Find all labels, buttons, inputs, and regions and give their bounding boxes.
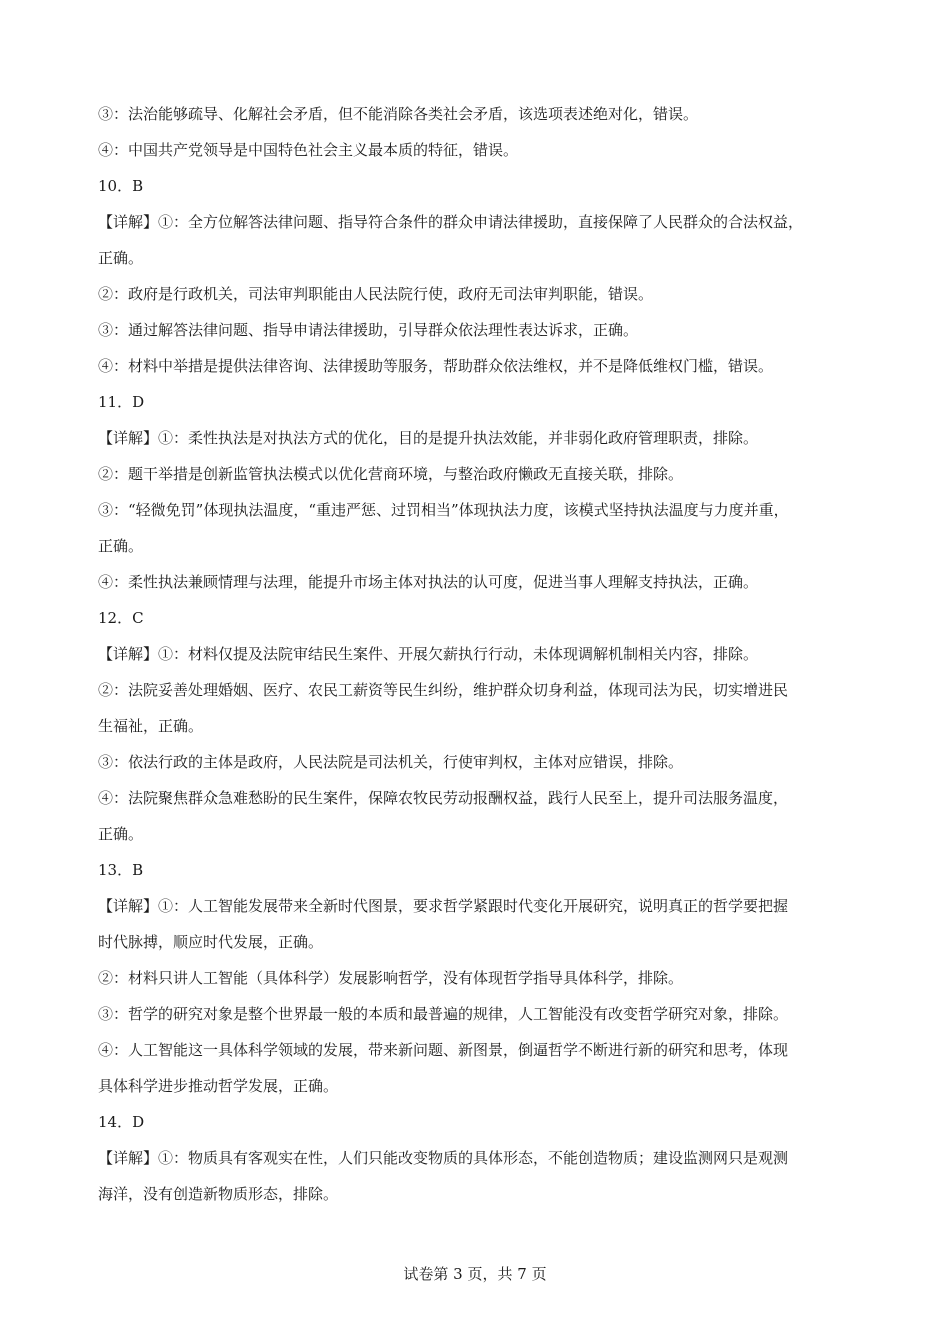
text-line: ④：柔性执法兼顾情理与法理，能提升市场主体对执法的认可度，促进当事人理解支持执法，正确。 xyxy=(98,573,759,591)
text-line: 海洋，没有创造新物质形态，排除。 xyxy=(98,1185,339,1203)
text-line: ③：通过解答法律问题、指导申请法律援助，引导群众依法理性表达诉求，正确。 xyxy=(98,321,639,339)
text-line: ②：题干举措是创新监管执法模式以优化营商环境，与整治政府懒政无直接关联，排除。 xyxy=(98,465,684,483)
text-line: ③：依法行政的主体是政府，人民法院是司法机关，行使审判权，主体对应错误，排除。 xyxy=(98,753,684,771)
text-line: 【详解】①：柔性执法是对执法方式的优化，目的是提升执法效能，并非弱化政府管理职责，排除。 xyxy=(98,429,759,447)
text-line: 13．B xyxy=(98,861,144,879)
text-line: ④：中国共产党领导是中国特色社会主义最本质的特征，错误。 xyxy=(98,141,519,159)
text-line: ④：材料中举措是提供法律咨询、法律援助等服务，帮助群众依法维权，并不是降低维权门槛，错误。 xyxy=(98,357,774,375)
text-line: ②：材料只讲人工智能（具体科学）发展影响哲学，没有体现哲学指导具体科学，排除。 xyxy=(98,969,684,987)
text-line: 【详解】①：物质具有客观实在性，人们只能改变物质的具体形态，不能创造物质；建设监测网只是观测 xyxy=(98,1149,789,1167)
answer-explanations xyxy=(98,96,868,1212)
text-line: 生福祉，正确。 xyxy=(98,717,204,735)
text-line: 10．B xyxy=(98,177,144,195)
text-line: 【详解】①：全方位解答法律问题、指导符合条件的群众申请法律援助，直接保障了人民群众的合法权益， xyxy=(98,213,804,231)
text-line: ③：哲学的研究对象是整个世界最一般的本质和最普遍的规律，人工智能没有改变哲学研究对象，排除。 xyxy=(98,1005,789,1023)
text-line: ③：法治能够疏导、化解社会矛盾，但不能消除各类社会矛盾，该选项表述绝对化，错误。 xyxy=(98,105,699,123)
page-footer: 试卷第 3 页，共 7 页 xyxy=(403,1265,547,1283)
text-line: ④：法院聚焦群众急难愁盼的民生案件，保障农牧民劳动报酬权益，践行人民至上，提升司法服务温度， xyxy=(98,789,789,807)
text-line: ②：法院妥善处理婚姻、医疗、农民工薪资等民生纠纷，维护群众切身利益，体现司法为民，切实增进民 xyxy=(98,681,789,699)
text-line: 【详解】①：材料仅提及法院审结民生案件、开展欠薪执行行动，未体现调解机制相关内容，排除。 xyxy=(98,645,759,663)
text-line: 14．D xyxy=(98,1113,145,1131)
text-line: 正确。 xyxy=(98,249,144,267)
text-line: ③：“轻微免罚”体现执法温度，“重违严惩、过罚相当”体现执法力度，该模式坚持执法温度与力度并重， xyxy=(98,501,789,519)
text-line: 时代脉搏，顺应时代发展，正确。 xyxy=(98,933,324,951)
text-line: 正确。 xyxy=(98,537,144,555)
text-line: 具体科学进步推动哲学发展，正确。 xyxy=(98,1077,339,1095)
text-line: 11．D xyxy=(98,393,145,411)
text-line: 正确。 xyxy=(98,825,144,843)
text-line: 12．C xyxy=(98,609,144,627)
text-line: 【详解】①：人工智能发展带来全新时代图景，要求哲学紧跟时代变化开展研究，说明真正的哲学要把握 xyxy=(98,897,789,915)
text-line: ④：人工智能这一具体科学领域的发展，带来新问题、新图景，倒逼哲学不断进行新的研究和思考，体现 xyxy=(98,1041,789,1059)
text-line: ②：政府是行政机关，司法审判职能由人民法院行使，政府无司法审判职能，错误。 xyxy=(98,285,654,303)
